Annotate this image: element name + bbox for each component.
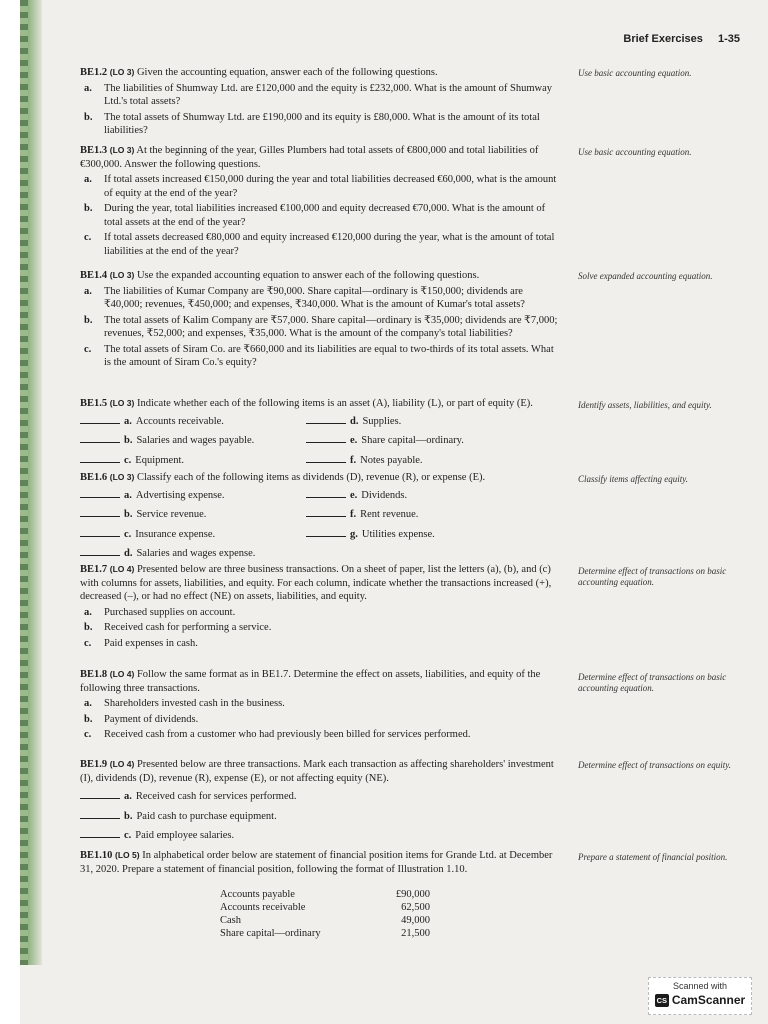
question-item: c. Received cash from a customer who had previously been billed for services performed.: [84, 729, 471, 740]
margin-note: Use basic accounting equation.: [578, 68, 692, 78]
header-page-number: 1-35: [717, 33, 740, 45]
exercise-code: BE1.4 (LO 3): [80, 270, 135, 281]
answer-blank-item: g. Utilities expense.: [306, 526, 532, 542]
question-item: b. The total assets of Shumway Ltd. are £190,000 and its equity is £80,000. What is the amount of its total liabilities?: [84, 111, 540, 136]
exercise-code: BE1.2 (LO 3): [80, 67, 135, 78]
margin-note: Classify items affecting equity.: [578, 474, 688, 484]
margin-note: Prepare a statement of financial position.: [578, 852, 728, 862]
answer-blank-item: e. Dividends.: [306, 487, 532, 503]
exercise-code: BE1.8 (LO 4): [80, 669, 135, 680]
table-row-label: Accounts receivable: [220, 902, 306, 913]
exercise-prompt: Indicate whether each of the following items is an asset (A), liability (L), or part of equity (E).: [136, 398, 533, 409]
exercise-prompt: Follow the same format as in BE1.7. Determine the effect on assets, liabilities, and equity of the following three transactions.: [80, 669, 541, 694]
exercise-code: BE1.7 (LO 4): [80, 564, 135, 575]
exercise-prompt: Presented below are three business transactions. On a sheet of paper, list the letters (a), (b), and (c) with columns for assets, liabilities, and equity. For each column, indicate whether the transactions increased (+), decreased (–), or had no effect (NE) on assets, liabilities, and equity.: [80, 564, 552, 602]
exercise-code: BE1.3 (LO 3): [80, 145, 135, 156]
answer-blank[interactable]: [306, 432, 346, 443]
answer-blank[interactable]: [80, 487, 120, 498]
answer-blank-item: d. Salaries and wages expense.: [80, 545, 306, 561]
table-row-label: Share capital—ordinary: [220, 928, 321, 939]
watermark-caption: Scanned with: [672, 981, 728, 991]
financial-items-table: [220, 888, 560, 940]
camscanner-logo-icon: CS: [656, 995, 668, 1005]
exercise-be1-3: [80, 144, 560, 258]
exercise-be1-10: [80, 849, 560, 940]
question-item: c. If total assets decreased €80,000 and equity increased €120,000 during the year, what is the amount of total liabilities at the end of the year?: [84, 232, 555, 257]
exercise-prompt: Given the accounting equation, answer each of the following questions.: [136, 67, 438, 78]
exercise-code: BE1.10 (LO 5): [80, 850, 140, 861]
answer-blank[interactable]: [80, 808, 120, 819]
answer-blank[interactable]: [80, 432, 120, 443]
exercise-code: BE1.5 (LO 3): [80, 398, 135, 409]
answer-blank-item: a. Advertising expense.: [80, 487, 306, 503]
header-section: Brief Exercises: [623, 33, 703, 45]
question-item: b. The total assets of Kalim Company are ₹57,000. Share capital—ordinary is ₹35,000; dividends are ₹7,000; revenues, ₹52,000; and expenses, ₹35,000. What is the amount of the company's total liabilities?: [84, 314, 558, 339]
answer-blank[interactable]: [80, 545, 120, 556]
answer-blank-item: e. Share capital—ordinary.: [306, 432, 532, 448]
answer-blank-item: a. Received cash for services performed.: [80, 788, 560, 804]
table-row-amount: 49,000: [401, 915, 430, 926]
answer-blank-item: a. Accounts receivable.: [80, 413, 306, 429]
exercise-prompt: Use the expanded accounting equation to answer each of the following questions.: [136, 270, 480, 281]
exercise-be1-5: [80, 397, 560, 467]
exercise-be1-4: [80, 269, 560, 370]
exercise-prompt: Presented below are three transactions. Mark each transaction as affecting shareholders' investment (I), dividends (D), revenue (R), expense (E), or not affecting equity (NE).: [80, 759, 554, 784]
answer-blank[interactable]: [306, 526, 346, 537]
exercise-be1-2: [80, 66, 560, 138]
running-header: [623, 33, 740, 45]
answer-blank-item: c. Insurance expense.: [80, 526, 306, 542]
exercise-code: BE1.6 (LO 3): [80, 472, 135, 483]
camscanner-watermark: [648, 977, 752, 1015]
table-row-amount: 21,500: [401, 928, 430, 939]
margin-note: Determine effect of transactions on basic accounting equation.: [578, 566, 727, 587]
exercise-be1-9: [80, 758, 560, 843]
question-item: a. Purchased supplies on account.: [84, 606, 236, 618]
answer-blank[interactable]: [80, 827, 120, 838]
question-item: a. The liabilities of Kumar Company are ₹90,000. Share capital—ordinary is ₹150,000; dividends are ₹40,000; revenues, ₹450,000; and expenses, ₹340,000. What is the amount of Kumar's total assets?: [84, 285, 525, 310]
answer-blank[interactable]: [306, 413, 346, 424]
answer-blank-item: c. Equipment.: [80, 452, 306, 468]
margin-note: Determine effect of transactions on equity.: [578, 760, 731, 770]
table-row-amount: 62,500: [401, 902, 430, 913]
answer-blank-item: b. Paid cash to purchase equipment.: [80, 808, 560, 824]
question-item: a. Shareholders invested cash in the business.: [84, 698, 285, 709]
question-item: b. Received cash for performing a service.: [84, 622, 272, 633]
exercise-prompt: In alphabetical order below are statement of financial position items for Grande Ltd. at December 31, 2020. Prepare a statement of financial position, following the format of Illustration 1.10.: [80, 850, 553, 875]
answer-blank[interactable]: [80, 452, 120, 463]
answer-blank[interactable]: [80, 788, 120, 799]
answer-blank[interactable]: [80, 526, 120, 537]
exercise-prompt: Classify each of the following items as dividends (D), revenue (R), or expense (E).: [136, 472, 486, 483]
table-row-label: Cash: [220, 915, 241, 926]
answer-blank-item: b. Salaries and wages payable.: [80, 432, 306, 448]
book-binding-edge: [20, 0, 42, 965]
margin-note: Identify assets, liabilities, and equity.: [578, 400, 712, 410]
margin-note: Use basic accounting equation.: [578, 147, 692, 157]
question-item: b. Payment of dividends.: [84, 713, 199, 725]
question-item: c. The total assets of Siram Co. are ₹660,000 and its liabilities are equal to two-thirds of its total assets. What is the amount of Siram Co.'s equity?: [84, 343, 554, 368]
answer-blank-item: f. Rent revenue.: [306, 506, 532, 522]
table-row-label: Accounts payable: [220, 889, 295, 900]
margin-note: Solve expanded accounting equation.: [578, 271, 713, 281]
margin-note: Determine effect of transactions on basic accounting equation.: [578, 672, 727, 693]
answer-blank[interactable]: [306, 506, 346, 517]
exercise-prompt: At the beginning of the year, Gilles Plumbers had total assets of €800,000 and total liabilities of €300,000. Answer the following questions.: [80, 145, 539, 170]
exercise-be1-7: [80, 563, 560, 650]
table-row-amount: £90,000: [395, 889, 430, 900]
question-item: a. If total assets increased €150,000 during the year and total liabilities decreased €60,000, what is the amount of equity at the end of the year?: [84, 174, 557, 199]
watermark-brand: CamScanner: [671, 993, 746, 1007]
question-item: b. During the year, total liabilities increased €100,000 and equity decreased €70,000. What is the amount of total assets at the end of the year?: [84, 203, 546, 228]
answer-blank[interactable]: [80, 413, 120, 424]
answer-blank-item: b. Service revenue.: [80, 506, 306, 522]
answer-blank-item: d. Supplies.: [306, 413, 532, 429]
question-item: c. Paid expenses in cash.: [84, 637, 198, 649]
question-item: a. The liabilities of Shumway Ltd. are £120,000 and the equity is £232,000. What is the amount of Shumway Ltd.'s total assets?: [84, 82, 553, 107]
exercise-be1-8: [80, 668, 560, 742]
answer-blank-item: c. Paid employee salaries.: [80, 827, 560, 843]
answer-blank[interactable]: [306, 487, 346, 498]
answer-blank-item: f. Notes payable.: [306, 452, 532, 468]
exercise-be1-6: [80, 471, 560, 561]
answer-blank[interactable]: [306, 452, 346, 463]
answer-blank[interactable]: [80, 506, 120, 517]
exercise-code: BE1.9 (LO 4): [80, 759, 135, 770]
